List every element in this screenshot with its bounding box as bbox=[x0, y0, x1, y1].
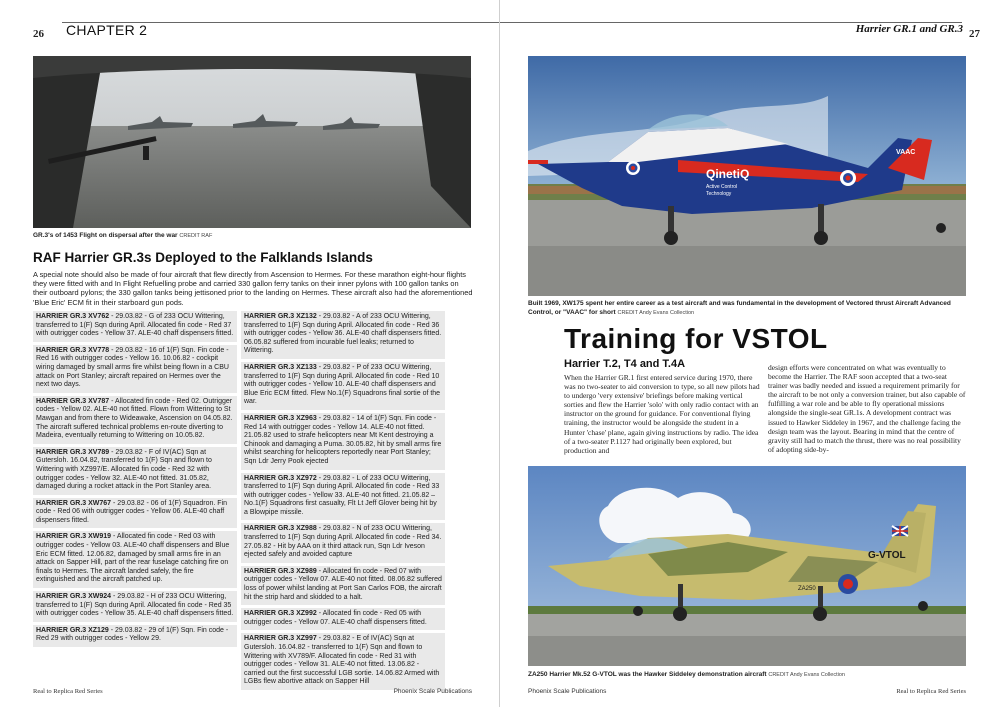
footer-publisher: Phoenix Scale Publications bbox=[393, 688, 472, 695]
aircraft-entry-title: HARRIER GR.3 XW924 bbox=[36, 593, 112, 601]
aircraft-entry bbox=[241, 566, 445, 605]
aircraft-entry-title: HARRIER GR.3 XZ963 bbox=[244, 414, 317, 422]
vaac-label-line2: Technology bbox=[706, 191, 732, 197]
aircraft-entry-text: - 29.03.82 - 16 of 1(F) Sqn. Fin code - Red 16 with outrigger codes - Yellow 16. 10.06.82 - cockpit wiring damaged by small arms fire whilst being flown in a CBU attack on Port Stanley; aircraft repaired on Hermes over the next two days. bbox=[36, 346, 229, 389]
photo1-caption bbox=[528, 299, 966, 318]
aircraft-entry bbox=[33, 447, 237, 495]
aircraft-entry bbox=[33, 311, 237, 342]
vaac-harrier-photo bbox=[528, 56, 966, 296]
footer-publisher: Phoenix Scale Publications bbox=[528, 688, 607, 695]
section-title: RAF Harrier GR.3s Deployed to the Falklands Islands bbox=[33, 250, 373, 265]
aircraft-entry-title: HARRIER GR.3 XV787 bbox=[36, 397, 110, 405]
footer-series: Real to Replica Red Series bbox=[896, 688, 966, 695]
caption-text: GR.3's of 1453 Flight on dispersal after the war bbox=[33, 232, 178, 239]
aircraft-entry bbox=[241, 413, 445, 470]
aircraft-entry-text: - 29.03.82 - H of 233 OCU Wittering, transferred to 1(F) Sqn during April. Allocated fin code - Red 35 with outrigger codes - Yellow 35. ALE-40 chaff dispensers fitted. bbox=[36, 593, 234, 618]
aircraft-entry-text: - 29.03.82 - F of IV(AC) Sqn at Gutersloh. 16.04.82, transferred to 1(F) Sqn and flown to Wittering with XZ997/E. Allocated fin code - Red 32 with outrigger codes - Yellow 32. ALE-40 not fitted. 31.05.82, damaged during a rocket attack in the Port Stanley area. bbox=[36, 448, 212, 491]
gvtol-registration: G-VTOL bbox=[868, 550, 906, 561]
aircraft-entry-title: HARRIER GR.3 XZ132 bbox=[244, 313, 317, 320]
aircraft-entry-title: HARRIER GR.3 XV789 bbox=[36, 448, 110, 456]
vaac-fin-label: VAAC bbox=[896, 149, 916, 156]
aircraft-entry-text: - Allocated fin code - Red 07 with outrigger codes - Yellow 07. ALE-40 not fitted. 08.06.82 suffered loss of power whilst landing at Port San Carlos FOB, the aircraft hit the strip hard and skidded to a halt. bbox=[244, 567, 442, 601]
aircraft-entry bbox=[241, 523, 445, 562]
hangar-photo bbox=[33, 56, 471, 228]
aircraft-entry-text: - 29.03.82 - 06 of 1(F) Squadron. Fin code - Red 06 with outrigger codes - Yellow 06. ALE-40 chaff dispensers fitted. bbox=[36, 499, 228, 524]
aircraft-entry-text: - 29.03.82 - E of IV(AC) Sqn at Gutersloh. 16.04.82 - transferred to 1(F) Sqn and flown to Wittering with XV789/F. Allocated fin code - Red 31 with outrigger codes - Yellow 31. ALE-40 not fitted. 13.06.82 - carried out the first successful LGB sortie. 14.06.82 Armed with LGBs flew abortive attack on Sapper Hill bbox=[244, 635, 440, 686]
aircraft-list-col2 bbox=[241, 311, 445, 693]
aircraft-entry-title: HARRIER GR.3 XW767 bbox=[36, 499, 112, 507]
aircraft-entry bbox=[241, 362, 445, 410]
photo2-credit: CREDIT Andy Evans Collection bbox=[768, 672, 845, 678]
aircraft-entry bbox=[33, 498, 237, 529]
aircraft-entry-text: - 29.03.82 - A of 233 OCU Wittering, transferred to 1(F) Sqn during April. Allocated fin code - Red 36 with outrigger codes - Yellow 36. ALE-40 chaff dispensers fitted. 06.05.82 suffered from incurable fuel leaks; returned to Wittering. bbox=[244, 313, 442, 355]
aircraft-entry-text: - 29.03.82 - L of 233 OCU Wittering, transferred to 1(F) Sqn during April. Allocated fin code - Red 33 with outrigger codes - Yellow 33. ALE-40 not fitted. 21.05.82 – No.1(F) Squadrons first casualty, Flt Lt Jeff Glover being hit by a Blowpipe missile. bbox=[244, 474, 440, 516]
aircraft-entry bbox=[33, 591, 237, 622]
aircraft-entry-title: HARRIER GR.3 XZ972 bbox=[244, 474, 317, 482]
aircraft-entry-title: HARRIER GR.3 XV778 bbox=[36, 346, 110, 354]
photo-caption bbox=[33, 231, 473, 241]
caption-credit: CREDIT RAF bbox=[179, 233, 213, 239]
body-column-2: design efforts were concentrated on what was eventually to become the Harrier. The RAF soon accepted that a two-seat trainer was badly needed and issued a requirement primarily for the aircraft to be not only a conversion trainer, but also capable of fulfilling a war role and be able to fly operational missions alongside the single-seat GR.1s. A development contract was issued to Hawker Siddeley in 1967, and the challenge facing the design team was the layout. Bearing in mind that the centre of gravity still had to match the thrust, there was no real possibility of adopting side-by- bbox=[768, 363, 966, 454]
aircraft-entry-title: HARRIER GR.3 XZ989 bbox=[244, 567, 317, 575]
gvtol-serial: ZA250 bbox=[798, 586, 816, 592]
aircraft-entry-title: HARRIER GR.3 XZ133 bbox=[244, 363, 317, 371]
aircraft-entry bbox=[241, 608, 445, 630]
aircraft-entry-title: HARRIER GR.3 XZ988 bbox=[244, 525, 317, 533]
aircraft-entry-text: - 29.03.82 - 14 of 1(F) Sqn. Fin code - Red 14 with outrigger codes - Yellow 14. ALE-40 not fitted. 21.05.82 used to strafe helicopters near Mt Kent destroying a Chinook and damaging a Puma. 30.05.82, hit by small arms fire whilst searching for helicopters reportedly near Port Stanley; Sqn Ldr Jerry Pook ejected bbox=[244, 414, 442, 465]
intro-paragraph: A special note should also be made of four aircraft that flew directly from Ascension to Hermes. For these marathon eight-hour flights they were fitted with and In Flight Refuelling probe and carried 330 gallon ferry tanks on their inner pylons with 100 gallon tanks on their outboard pylons; the 330 gallon tanks being jettisoned prior to the landing on Hermes. These aircraft also had the aforementioned 'Blue Eric' ECM fit in their starboard gun pods. bbox=[33, 270, 473, 307]
aircraft-entry-text: - 29.03.82 - G of 233 OCU Wittering, transferred to 1(F) Sqn during April. Allocated fin code - Red 37 with outrigger codes - Yellow 37. ALE-40 chaff dispensers fitted. bbox=[36, 313, 234, 338]
photo2-caption bbox=[528, 670, 966, 680]
page-number: 27 bbox=[969, 28, 980, 40]
aircraft-entry bbox=[241, 311, 445, 359]
aircraft-entry bbox=[33, 531, 237, 588]
aircraft-entry-text: - Allocated fin code - Red 03 with outrigger codes - Yellow 03. ALE-40 chaff dispensers and Blue Eric ECM fitted. 12.06.82, damaged by small arms fire in an attack on Sapper Hill, part of the rear fuselage catching fire on finals to Hermes. The aircraft landed safely, the fire extinguished and the aircraft patched up. bbox=[36, 533, 230, 584]
right-page bbox=[500, 0, 1000, 707]
photo2-caption-text: ZA250 Harrier Mk.52 G-VTOL was the Hawker Siddeley demonstration aircraft bbox=[528, 671, 767, 678]
vaac-label-line1: Active Control bbox=[706, 184, 738, 190]
aircraft-entry bbox=[241, 473, 445, 521]
section-subtitle: Harrier T.2, T4 and T.4A bbox=[564, 358, 686, 370]
aircraft-entry-text: - Allocated fin code - Red 02. Outrigger codes - Yellow 02. ALE-40 not fitted. Flown from Wittering to St Mawgan and from there to Wideawake, Ascension on 04.05.82. The aircraft suffered technical problems en-route diverting to Madeira, eventually returning to Wittering on 10.05.82. bbox=[36, 397, 233, 440]
aircraft-list-col1 bbox=[33, 311, 237, 650]
aircraft-entry-text: - 29.03.82 - 29 of 1(F) Sqn. Fin code - Red 29 with outrigger codes - Yellow 29. bbox=[36, 626, 229, 643]
chapter-heading: CHAPTER 2 bbox=[66, 22, 148, 38]
aircraft-entry-text: - 29.03.82 - N of 233 OCU Wittering, transferred to 1(F) Sqn during April. Allocated fin code - Red 34. 27.05.82 - Hit by AAA on it third attack run, Sqn Ldr Iveson ejected safely and avoided capture bbox=[244, 525, 442, 559]
photo1-credit: CREDIT Andy Evans Collection bbox=[617, 310, 695, 316]
page-number: 26 bbox=[33, 28, 44, 40]
aircraft-entry-title: HARRIER GR.3 XV762 bbox=[36, 313, 110, 320]
aircraft-entry-title: HARRIER GR.3 XZ997 bbox=[244, 635, 317, 643]
aircraft-entry bbox=[33, 625, 237, 647]
aircraft-entry-text: - 29.03.82 - P of 233 OCU Wittering, transferred to 1(F) Sqn during April. Allocated fin code - Red 10 with outrigger codes - Yellow 10. ALE-40 chaff dispensers and Blue Eric ECM fitted. Flew No.1(F) Squadrons final sortie of the war. bbox=[244, 363, 441, 406]
body-column-1: When the Harrier GR.1 first entered service during 1970, there was no two-seater to aid conversion to type, so all new pilots had to undergo 'very extensive' briefings before making vertical sorties and flew the Harrier 'solo' with only radio contact with an instructor on the ground for guidance. For conventional flying training, the instructor would be alongside the student in a Hunter 'chase' plane, again giving instructions by radio. The idea of a two-seater P.1127 had originally been explored, but production and bbox=[564, 373, 760, 455]
aircraft-entry-title: HARRIER GR.3 XW919 bbox=[36, 533, 112, 541]
aircraft-entry bbox=[33, 345, 237, 393]
section-title: Training for VSTOL bbox=[564, 323, 828, 354]
vaac-brand-label: QinetiQ bbox=[706, 167, 750, 181]
running-title: Harrier GR.1 and GR.3 bbox=[855, 23, 963, 35]
aircraft-entry bbox=[33, 396, 237, 444]
gvtol-harrier-photo bbox=[528, 466, 966, 666]
footer-series: Real to Replica Red Series bbox=[33, 688, 103, 695]
aircraft-entry-title: HARRIER GR.3 XZ992 bbox=[244, 610, 317, 618]
aircraft-entry bbox=[241, 633, 445, 690]
aircraft-entry-text: - Allocated fin code - Red 05 with outrigger codes - Yellow 07. ALE-40 chaff dispensers fitted. bbox=[244, 610, 427, 626]
photo1-caption-text: Built 1969, XW175 spent her entire career as a test aircraft and was fundamental in the development of Vectored thrust Aircraft Advanced Control, or "VAAC" for short bbox=[528, 300, 951, 316]
aircraft-entry-title: HARRIER GR.3 XZ129 bbox=[36, 626, 109, 634]
